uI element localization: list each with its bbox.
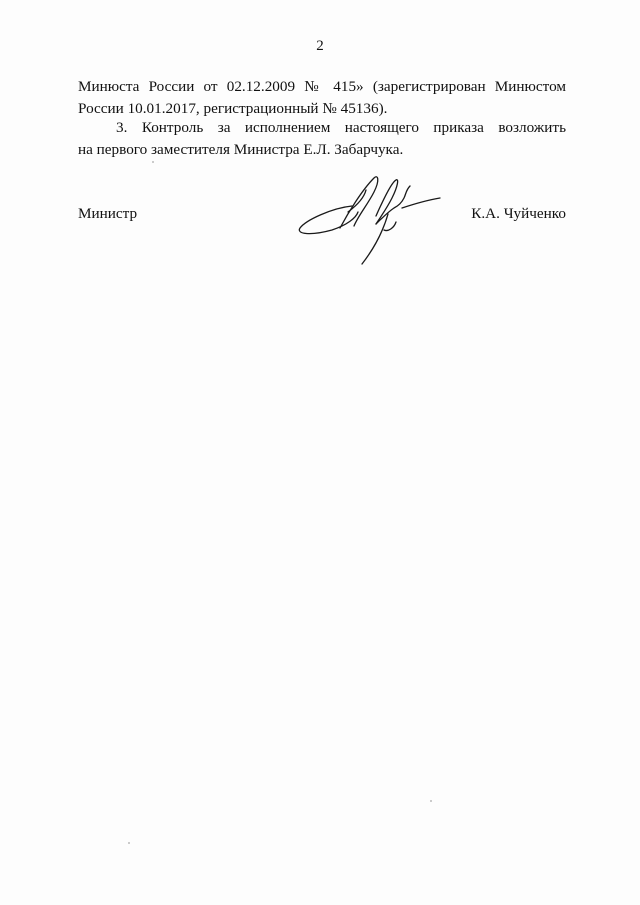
paragraph-line: 3. Контроль за исполнением настоящего приказа возложить [116, 119, 566, 136]
page-number: 2 [316, 38, 324, 54]
paragraph-item-3 [78, 117, 566, 161]
paragraph-line: России 10.01.2017, регистрационный № 45136). [78, 100, 388, 117]
paragraph-continuation [78, 76, 566, 120]
scan-speck [430, 800, 432, 802]
paragraph-line: на первого заместителя Министра Е.Л. Забарчука. [78, 141, 404, 158]
signatory-role: Министр [78, 205, 138, 222]
handwritten-signature [292, 168, 452, 268]
scan-speck [128, 842, 130, 844]
paragraph-line: Минюста России от 02.12.2009 № 415» (зарегистрирован Минюстом [78, 78, 566, 95]
scan-speck [152, 161, 154, 163]
signatory-name: К.А. Чуйченко [471, 205, 566, 222]
